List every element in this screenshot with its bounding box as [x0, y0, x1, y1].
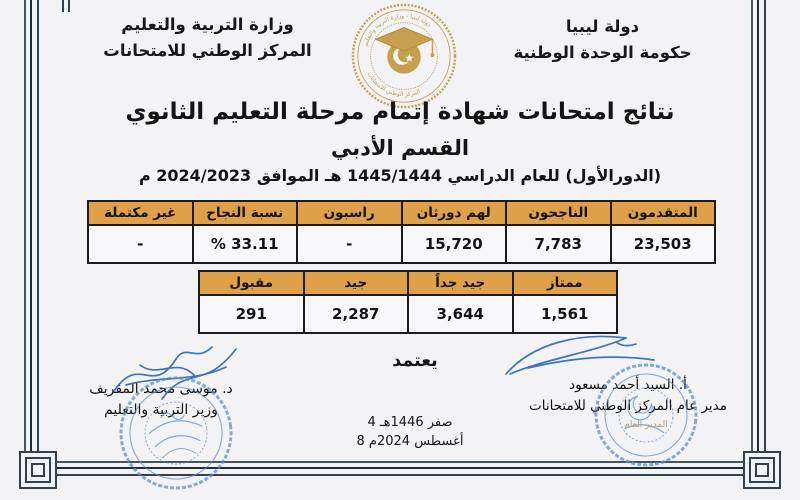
- val-good: 2,287: [304, 295, 409, 333]
- session-line: (الدورالأول) للعام الدراسي 1445/1444 هـ الموافق 2024/2023 م: [138, 166, 662, 185]
- ministry-seal-icon: [349, 2, 459, 110]
- col-second-round: لهم دورثان: [402, 201, 507, 225]
- results-header-row: [88, 201, 715, 225]
- ministry-header: [95, 12, 320, 64]
- svg-text:المركز الوطني للامتحانات: [366, 71, 422, 98]
- results-table: [87, 200, 716, 264]
- col-acceptable: مقبول: [199, 271, 304, 295]
- ministry-name: وزارة التربية والتعليم: [121, 15, 294, 34]
- grades-table: [198, 270, 618, 334]
- approval-word: يعتمد: [392, 351, 438, 371]
- state-name: دولة ليبيا: [565, 17, 640, 36]
- val-second-round: 15,720: [402, 225, 507, 263]
- val-excellent: 1,561: [513, 295, 618, 333]
- col-applicants: المتقدمون: [611, 201, 716, 225]
- minister-title: وزير التربية والتعليم: [104, 402, 218, 418]
- val-applicants: 23,503: [611, 225, 716, 263]
- frame-corner-knot-left: [19, 451, 57, 489]
- col-incomplete: غير مكتملة: [88, 201, 193, 225]
- seal-ring-text-bottom: المركز الوطني للامتحانات: [365, 71, 422, 99]
- state-header: [490, 14, 715, 66]
- minister-stamp: [115, 372, 237, 494]
- col-excellent: ممتاز: [513, 271, 618, 295]
- val-pass-rate: % 33.11: [193, 225, 298, 263]
- date-block: [345, 413, 475, 451]
- val-incomplete: -: [88, 225, 193, 263]
- val-passed: 7,783: [506, 225, 611, 263]
- stamp-center-text: المدير العام: [624, 420, 668, 430]
- seal-ring-text-top: دولة ليبيا - وزارة التربية والتعليم: [363, 13, 432, 48]
- director-title: مدير عام المركز الوطني للامتحانات: [529, 398, 727, 414]
- director-stamp: [592, 361, 700, 469]
- val-very-good: 3,644: [408, 295, 513, 333]
- col-good: جيد: [304, 271, 409, 295]
- col-failed: راسبون: [297, 201, 402, 225]
- exams-center-name: المركز الوطني للامتحانات: [103, 41, 312, 60]
- col-passed: الناجحون: [506, 201, 611, 225]
- val-acceptable: 291: [199, 295, 304, 333]
- date-gregorian: 8 أغسطس 2024م: [356, 434, 464, 449]
- date-hijri: 4 صفر 1446هـ: [367, 415, 453, 430]
- col-pass-rate: نسبة النجاح: [193, 201, 298, 225]
- col-very-good: جيد جداً: [408, 271, 513, 295]
- grades-header-row: [199, 271, 617, 295]
- director-name: أ. السيد أحمد مسعود: [569, 377, 687, 393]
- frame-left-border: [24, 0, 41, 452]
- val-failed: -: [297, 225, 402, 263]
- results-values-row: [88, 225, 715, 263]
- frame-right-border: [751, 0, 768, 452]
- minister-name: د. موسى محمد المقريف: [89, 381, 233, 397]
- frame-top-remnant: [62, 0, 77, 12]
- section-title: القسم الأدبي: [330, 136, 470, 160]
- frame-corner-knot-right: [743, 451, 781, 489]
- graduation-cap-icon: [376, 28, 435, 74]
- government-name: حكومة الوحدة الوطنية: [513, 43, 692, 62]
- page-title: نتائج امتحانات شهادة إتمام مرحلة التعليم الثانوي: [125, 99, 675, 125]
